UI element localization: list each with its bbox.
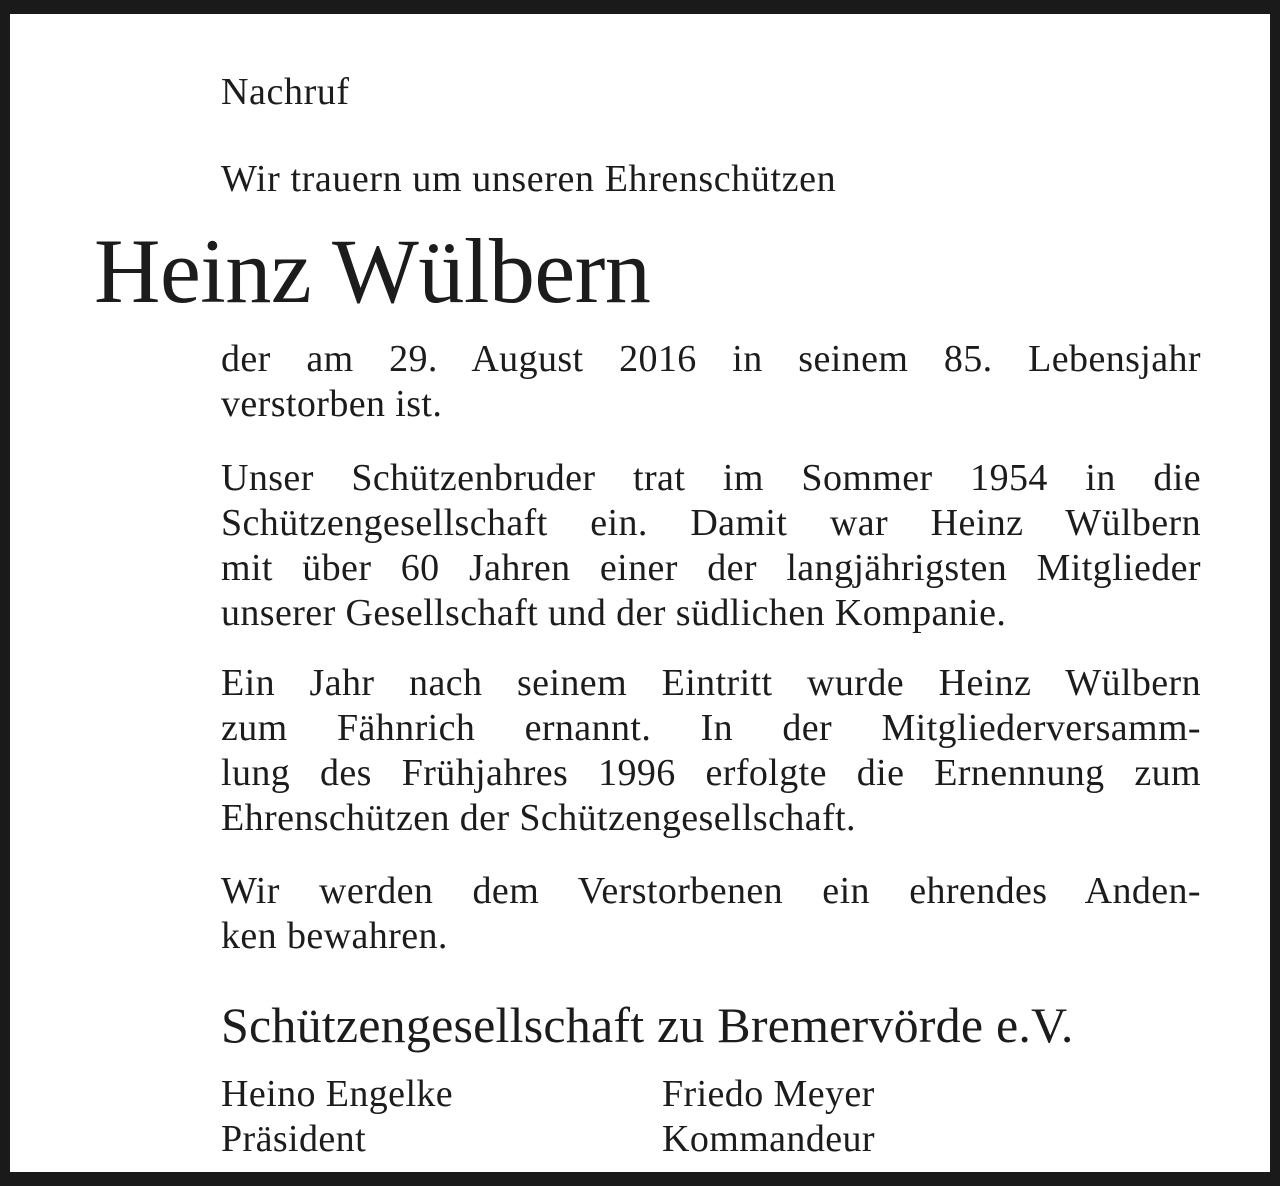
paragraph-remembrance xyxy=(221,869,1201,959)
paragraph-line: zum Fähnrich ernannt. In der Mitgliederversamm- xyxy=(221,707,1201,749)
signatory-commander xyxy=(662,1072,875,1162)
signatory-title: Präsident xyxy=(221,1118,367,1160)
signatory-president xyxy=(221,1072,453,1162)
signatory-name: Friedo Meyer xyxy=(662,1073,875,1115)
paragraph-line: Ein Jahr nach seinem Eintritt wurde Heinz Wülbern xyxy=(221,662,1201,704)
signatory-title: Kommandeur xyxy=(662,1118,875,1160)
paragraph-death-date xyxy=(221,337,1201,427)
paragraph-line: Wir werden dem Verstorbenen ein ehrendes Anden- xyxy=(221,870,1201,912)
paragraph-line: verstorben ist. xyxy=(221,383,443,425)
paragraph-line: ken bewahren. xyxy=(221,915,448,957)
paragraph-honors xyxy=(221,661,1201,841)
deceased-name: Heinz Wülbern xyxy=(94,220,651,322)
paragraph-line: mit über 60 Jahren einer der langjährigsten Mitglieder xyxy=(221,547,1201,589)
organization-name: Schützengesellschaft zu Bremervörde e.V. xyxy=(221,997,1074,1053)
paragraph-line: Unser Schützenbruder trat im Sommer 1954 in die xyxy=(221,457,1201,499)
paragraph-line: der am 29. August 2016 in seinem 85. Lebensjahr xyxy=(221,338,1201,380)
paragraph-line: Ehrenschützen der Schützengesellschaft. xyxy=(221,797,856,839)
paragraph-line: lung des Frühjahres 1996 erfolgte die Ernennung zum xyxy=(221,752,1201,794)
paragraph-membership xyxy=(221,456,1201,636)
notice-heading: Nachruf xyxy=(221,71,350,113)
paragraph-line: Schützengesellschaft ein. Damit war Heinz Wülbern xyxy=(221,502,1201,544)
intro-line: Wir trauern um unseren Ehrenschützen xyxy=(221,158,837,200)
paragraph-line: unserer Gesellschaft und der südlichen Kompanie. xyxy=(221,592,1007,634)
signatory-name: Heino Engelke xyxy=(221,1073,454,1115)
